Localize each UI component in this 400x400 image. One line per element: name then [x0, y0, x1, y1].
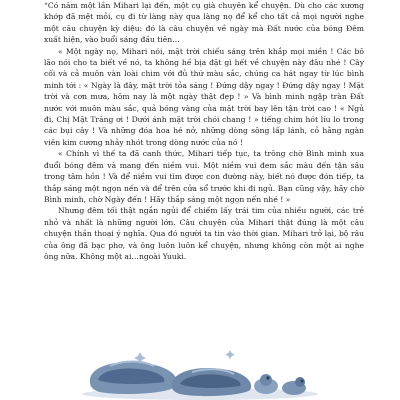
slippers-illustration — [80, 344, 320, 400]
story-text — [44, 0, 364, 262]
paragraph-4: Nhưng đêm tối thật ngắn ngủi để chiếm lấy trái tim của nhiều người, các trẻ nhỏ và nhất là những người lớn. Câu chuyện của Mihari thật đúng là một câu chuyện thần thoại ý nghĩa. Qua đó người ta tin vào thời gian. Mihari trở lại, bộ râu của ông đã bạc phơ, và ông luôn luôn kể chuyện, nhưng không còn một ai nghe ông nữa. Không một ai…ngoài Yuuki. — [44, 206, 364, 261]
right-slipper — [172, 368, 251, 396]
paragraph-1: “Có năm một lần Mihari lại đến, một cụ già chuyên kể chuyện. Dù cho các xương khớp đã mệt mỏi, cụ đi từ làng này qua làng nọ để kể cho tất cả mọi người nghe một câu chuyện kỳ diệu: đó là câu chuyện về ngày mà Đất nước của bóng Đêm xuất hiện, vào buổi sáng đầu tiên… — [44, 1, 364, 45]
sparkle-marks — [134, 350, 235, 364]
small-toy-1 — [254, 374, 278, 394]
left-slipper — [90, 362, 177, 395]
small-toy-2 — [282, 377, 306, 395]
paragraph-2: « Một ngày nọ, Mihari nói, mặt trời chiếu sáng trên khắp mọi miền ! Các bô lão nói cho ta biết về nó, ta không hề bịa đặt gì hết về chuyện này đâu nhé ! Cây cối và cả muôn vàn loài chim với đủ thứ màu sắc, chúng ca hát ngay từ lúc bình minh tới : « Ngày là đây, mặt trời tỏa sáng ! Đứng dậy ngay ! Đứng dậy ngay ! Mặt trời và cơn mưa, hôm nay là một ngày thật đẹp ! » Và bình minh ngập tràn Đất nước với muôn màu sắc, quả bóng vàng của mặt trời bay lên tận trời cao ! « Ngủ đi, Chị Mặt Trăng ơi ! Dưới ánh mặt trời chói chang ! » tiếng chim hót líu lo trong các bụi cây ! Và những đóa hoa hé nở, những dòng sông lấp lánh, cỏ hằng ngàn viên kim cương nhảy nhót trong dòng nước của nó ! — [44, 46, 364, 147]
paragraph-3: « Chính vì thế ta đã canh thức, Mihari tiếp tục, ta trông chờ Bình minh xua đuổi bóng đêm và mang đến niềm vui. Một niềm vui đem sắc màu đến tận sâu trong tâm hồn ! Và để niềm vui tìm được con đường này, biết nó được đón tiếp, ta thắp sáng một ngọn nến và để trên cửa sổ trước khi đi ngủ. Bạn cũng vậy, hãy chờ Bình minh, chờ Ngày đến ! Hãy thắp sáng một ngọn nến nhé ! » — [44, 149, 364, 204]
